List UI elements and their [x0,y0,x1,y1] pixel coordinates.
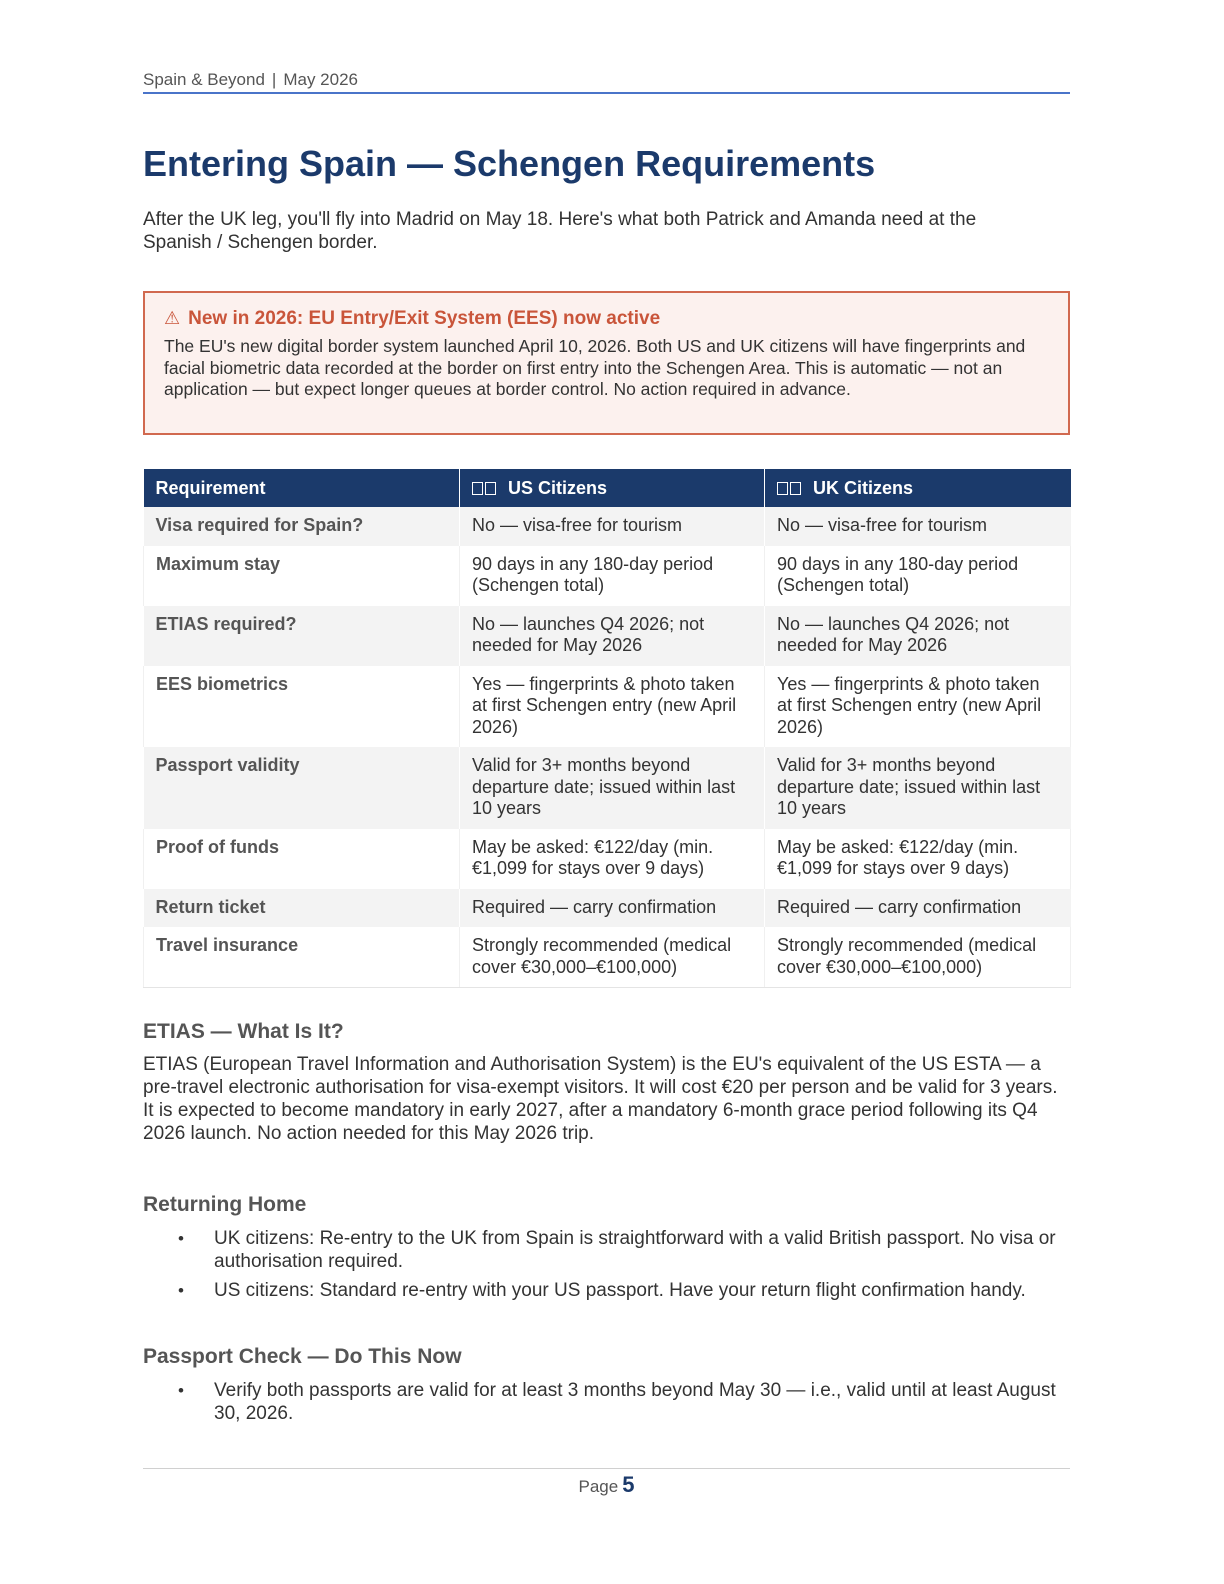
table-row [144,546,1071,606]
requirement-cell: Return ticket [144,889,460,928]
warning-icon: ⚠ [164,308,181,329]
uk-cell: Yes — fingerprints & photo taken at first Schengen entry (new April 2026) [765,666,1071,748]
uk-flag-icon [790,482,801,495]
page-title: Entering Spain — Schengen Requirements [143,143,876,184]
list-item: • UK citizens: Re-entry to the UK from Spain is straightforward with a valid British passport. No visa or authorisation required. [178,1228,1056,1272]
table-row [144,606,1071,666]
requirement-cell: Travel insurance [144,927,460,988]
us-flag-icon [485,482,496,495]
publication-name: Spain & Beyond [143,70,265,89]
column-header-us: US Citizens [460,469,765,507]
table-row [144,927,1071,988]
us-cell: May be asked: €122/day (min. €1,099 for stays over 9 days) [460,829,765,889]
etias-paragraph: ETIAS (European Travel Information and Authorisation System) is the EU's equivalent of the US ESTA — a pre-travel electronic authorisation for visa-exempt visitors. It will cost €20 per person and be valid for 3 years. It is expected to become mandatory in early 2027, after a mandatory 6-month grace period following its Q4 2026 launch. No action needed for this May 2026 trip. [143,1054,1058,1144]
uk-cell: Required — carry confirmation [765,889,1071,928]
bullet-icon: • [178,1381,184,1400]
list-item: • US citizens: Standard re-entry with your US passport. Have your return flight confirmation handy. [178,1280,1026,1301]
table-row [144,507,1071,546]
table-row [144,889,1071,928]
ees-alert-box [143,291,1070,435]
us-cell: No — visa-free for tourism [460,507,765,546]
table-header-row [144,469,1071,507]
us-cell: Yes — fingerprints & photo taken at first Schengen entry (new April 2026) [460,666,765,748]
uk-cell: 90 days in any 180-day period (Schengen total) [765,546,1071,606]
requirement-cell: Visa required for Spain? [144,507,460,546]
requirement-cell: ETIAS required? [144,606,460,666]
returning-home-list [143,1227,1070,1308]
uk-cell: No — launches Q4 2026; not needed for May 2026 [765,606,1071,666]
alert-title [164,307,1049,331]
us-cell: Strongly recommended (medical cover €30,000–€100,000) [460,927,765,988]
etias-heading: ETIAS — What Is It? [143,1020,344,1043]
requirements-table [143,469,1071,988]
requirement-cell: Proof of funds [144,829,460,889]
uk-flag-icon [777,482,788,495]
header-date: May 2026 [283,70,359,89]
requirement-cell: EES biometrics [144,666,460,748]
passport-check-list [143,1379,1070,1431]
page-label: Page [578,1477,619,1496]
us-cell: Valid for 3+ months beyond departure date; issued within last 10 years [460,747,765,829]
running-header [143,70,1070,94]
footer-divider [143,1468,1070,1469]
requirement-cell: Passport validity [144,747,460,829]
page-number: 5 [622,1472,635,1497]
requirement-cell: Maximum stay [144,546,460,606]
alert-body: The EU's new digital border system launched April 10, 2026. Both US and UK citizens will have fingerprints and facial biometric data recorded at the border on first entry into the Schengen Area. This is automatic — not an application — but expect longer queues at border control. No action required in advance. [164,336,1026,399]
uk-cell: Strongly recommended (medical cover €30,000–€100,000) [765,927,1071,988]
table-row [144,747,1071,829]
us-flag-icon [472,482,483,495]
table-row [144,666,1071,748]
bullet-icon: • [178,1229,184,1248]
us-cell: 90 days in any 180-day period (Schengen total) [460,546,765,606]
bullet-icon: • [178,1281,184,1300]
page-footer [143,1472,1070,1498]
table-row [144,829,1071,889]
column-header-uk: UK Citizens [765,469,1071,507]
returning-home-heading: Returning Home [143,1193,307,1216]
us-cell: Required — carry confirmation [460,889,765,928]
column-header-requirement: Requirement [144,469,460,507]
uk-cell: May be asked: €122/day (min. €1,099 for stays over 9 days) [765,829,1071,889]
passport-check-heading: Passport Check — Do This Now [143,1345,462,1368]
uk-cell: No — visa-free for tourism [765,507,1071,546]
uk-cell: Valid for 3+ months beyond departure date; issued within last 10 years [765,747,1071,829]
us-cell: No — launches Q4 2026; not needed for May 2026 [460,606,765,666]
header-separator: | [271,70,277,89]
intro-paragraph: After the UK leg, you'll fly into Madrid on May 18. Here's what both Patrick and Amanda need at the Spanish / Schengen border. [143,209,977,253]
list-item: • Verify both passports are valid for at least 3 months beyond May 30 — i.e., valid until at least August 30, 2026. [178,1380,1056,1424]
alert-title-text: New in 2026: EU Entry/Exit System (EES) now active [188,308,661,329]
